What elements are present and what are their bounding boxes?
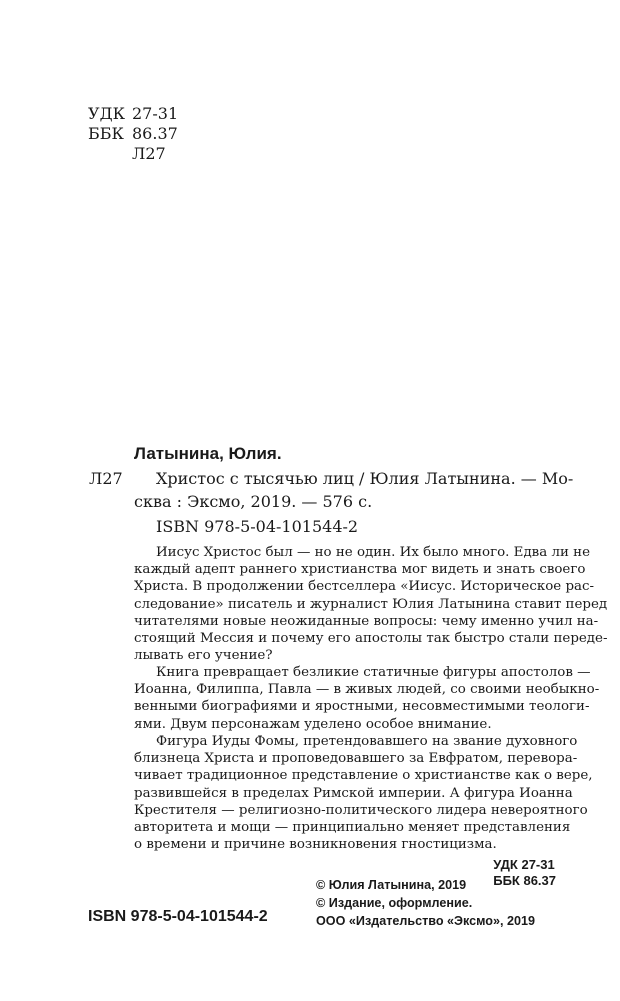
index-udk: УДК 27-31 — [493, 857, 555, 872]
udk-row — [0, 104, 620, 124]
annotation-paragraph-1 — [134, 544, 608, 664]
annotation-line: читателями новые неожиданные вопросы: чему именно учил на- — [134, 613, 599, 629]
copyright-publisher: ООО «Издательство «Эксмо», 2019 — [316, 914, 536, 928]
annotation-line: ями. Двум персонажам уделено особое внимание. — [134, 716, 492, 732]
copyright-design: © Издание, оформление. — [316, 896, 473, 910]
annotation-line: Иисус Христос был — но не один. Их было много. Едва ли не — [156, 545, 590, 560]
annotation-paragraph-3 — [134, 733, 593, 853]
annotation-line: Книга превращает безликие статичные фигуры апостолов — — [156, 665, 591, 680]
annotation-line: стоящий Мессия и почему его апостолы так быстро стали переде- — [134, 631, 608, 647]
copyright-author: © Юлия Латынина, 2019 — [316, 878, 467, 892]
annotation-line: лывать его учение? — [134, 648, 273, 664]
bibliographic-line-1: Христос с тысячью лиц / Юлия Латынина. — Мо- — [156, 469, 574, 488]
bbk-label: ББК — [88, 124, 124, 143]
udk-label: УДК — [88, 104, 125, 123]
author-mark-top: Л27 — [132, 144, 166, 163]
annotation-line: венными биографиями и яростными, несовместимыми теологи- — [134, 699, 590, 715]
author-mark-row — [0, 144, 620, 164]
bbk-value: 86.37 — [132, 124, 178, 143]
udk-value: 27-31 — [132, 104, 179, 123]
annotation-line: о времени и причине возникновения гностицизма. — [134, 837, 497, 853]
author-heading: Латынина, Юлия. — [134, 444, 282, 463]
annotation-line: каждый адепт раннего христианства мог видеть и знать своего — [134, 562, 586, 578]
index-bbk: ББК 86.37 — [493, 873, 556, 888]
annotation-line: Христа. В продолжении бестселлера «Иисус. Историческое рас- — [134, 579, 595, 595]
annotation-paragraph-2 — [134, 664, 600, 733]
annotation-line: следование» писатель и журналист Юлия Латынина ставит перед — [134, 596, 608, 612]
annotation-line: Иоанна, Филиппа, Павла — в живых людей, со своими необыкно- — [134, 682, 600, 698]
annotation-line: авторитета и мощи — принципиально меняет представления — [134, 820, 571, 836]
author-mark: Л27 — [89, 469, 123, 488]
annotation-line: Фигура Иуды Фомы, претендовавшего на звание духовного — [156, 734, 578, 749]
card-isbn: ISBN 978-5-04-101544-2 — [156, 517, 359, 536]
annotation-line: чивает традиционное представление о христианстве как о вере, — [134, 768, 593, 784]
annotation-line: близнеца Христа и проповедовавшего за Евфратом, перевора- — [134, 751, 578, 767]
bibliographic-line-2: сква : Эксмо, 2019. — 576 с. — [134, 492, 373, 511]
footer-isbn: ISBN 978-5-04-101544-2 — [88, 908, 268, 925]
annotation-line: Крестителя — религиозно-политического лидера невероятного — [134, 802, 588, 818]
copyright-block — [316, 876, 535, 930]
annotation-line: развившейся в пределах Римской империи. А фигура Иоанна — [134, 785, 573, 801]
bbk-row — [0, 124, 620, 144]
